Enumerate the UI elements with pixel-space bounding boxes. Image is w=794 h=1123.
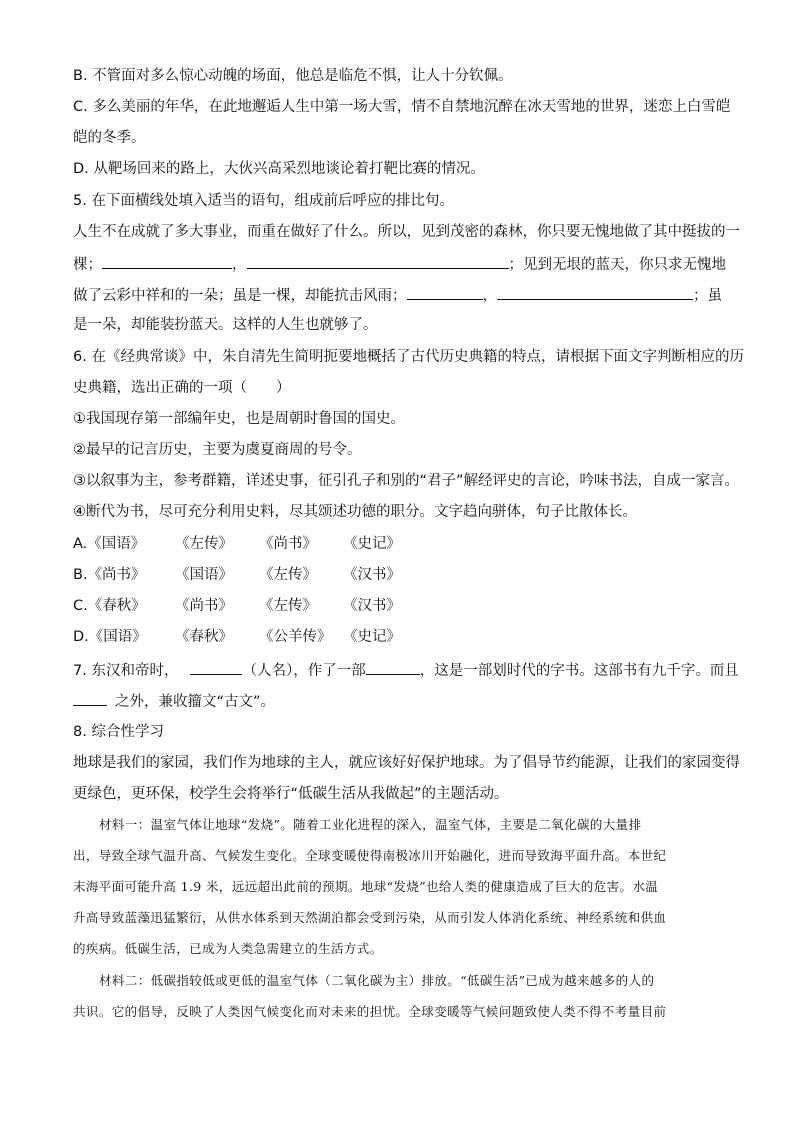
q7-blank-person[interactable] [190, 659, 242, 675]
q6-item-2: ②最早的记言历史，主要为虞夏商周的号令。 [73, 442, 362, 458]
option-book: 《左传》 [259, 567, 317, 583]
q7-text-a: 7. 东汉和帝时， [73, 663, 179, 679]
q6-item-1: ①我国现存第一部编年史，也是周朝时鲁国的国史。 [73, 411, 405, 427]
q8-intro-line2: 更绿色，更环保，校学生会将举行“低碳生活从我做起”的主题活动。 [73, 786, 509, 802]
q6-item-4: ④断代为书，尽可充分利用史料，尽其颂述功德的职分。文字趋向骈体，句子比散体长。 [73, 504, 637, 520]
q5-line2-end: ；见到无垠的蓝天，你只求无愧地 [508, 257, 726, 273]
option-book: 《左传》 [259, 598, 317, 614]
q4-option-c-line1: C. 多么美丽的年华，在此地邂逅人生中第一场大雪，情不自禁地沉醉在冰天雪地的世界，迷恋上白雪皑 [73, 99, 731, 115]
q7-blank-3[interactable] [73, 690, 107, 706]
option-book: 《国语》 [88, 629, 147, 645]
q6-option-c[interactable] [73, 596, 401, 616]
q5-blank-1[interactable] [102, 253, 232, 269]
material-1-line3: 末海平面可能升高 1.9 米，远远超出此前的预期。地球“发烧”也给人类的健康造成了巨大的危害。水温 [73, 879, 659, 894]
q5-blank-2[interactable] [247, 253, 509, 269]
q7-text-d: 之外，兼收籀文“古文”。 [115, 694, 276, 710]
option-book: 《国语》 [175, 567, 233, 583]
q5-blank-4[interactable] [497, 284, 693, 300]
q4-option-d: D. 从靶场回来的路上，大伙兴高采烈地谈论着打靶比赛的情况。 [73, 161, 485, 177]
q5-line3-end: ；虽 [693, 288, 722, 304]
option-label: B. [73, 567, 88, 583]
q7-blank-book[interactable] [366, 659, 420, 675]
material-2-line2: 共识。它的倡导，反映了人类因气候变化而对未来的担忧。全球变暖等气候问题致使人类不得不考量目前 [73, 1004, 667, 1019]
q5-line2 [73, 253, 726, 275]
q4-option-c-line2: 皑的冬季。 [73, 130, 146, 146]
material-1-line2: 出，导致全球气温升高、气候发生变化。全球变暖使得南极冰川开始融化，进而导致海平面升高。本世纪 [73, 848, 667, 863]
material-2-line1: 材料二：低碳指较低或更低的温室气体（二氧化碳为主）排放。“低碳生活”已成为越来越多的人的 [99, 973, 655, 988]
material-1-line5: 的疾病。低碳生活，已成为人类急需建立的生活方式。 [73, 941, 383, 956]
option-book: 《尚书》 [175, 598, 233, 614]
q5-line3 [73, 284, 722, 306]
q6-stem-line2: 史典籍，选出正确的一项（ ） [73, 380, 291, 396]
q6-option-b[interactable] [73, 565, 401, 585]
q7-line1 [73, 659, 739, 681]
q5-blank-3[interactable] [407, 284, 483, 300]
option-book: 《春秋》 [87, 598, 146, 614]
material-1-line1: 材料一：温室气体让地球“发烧”。随着工业化进程的深入，温室气体，主要是二氧化碳的大量排 [99, 817, 642, 832]
option-book: 《左传》 [175, 536, 233, 552]
material-1-line4: 升高导致蓝藻迅猛繁衍，从供水体系到天然湖泊都会受到污染，从而引发人体消化系统、神经系统和供血 [73, 910, 667, 925]
q5-line3-comma: ， [482, 288, 497, 304]
q7-line2 [73, 690, 275, 712]
option-book: 《公羊传》 [259, 629, 332, 645]
q5-stem: 5. 在下面横线处填入适当的语句，组成前后呼应的排比句。 [73, 193, 454, 209]
q5-line4: 是一朵，却能装扮蓝天。这样的人生也就够了。 [73, 317, 378, 333]
q6-option-a[interactable] [73, 534, 401, 554]
option-label: C. [73, 598, 88, 614]
option-book: 《国语》 [87, 536, 146, 552]
option-book: 《史记》 [343, 629, 401, 645]
option-book: 《尚书》 [87, 567, 146, 583]
option-label: A. [73, 536, 88, 552]
q8-stem: 8. 综合性学习 [73, 724, 164, 740]
q5-line2-start: 棵； [73, 257, 102, 273]
q7-text-c: ，这是一部划时代的字书。这部书有九千字。而且 [419, 663, 739, 679]
option-book: 《春秋》 [175, 629, 233, 645]
q5-line1: 人生不在成就了多大事业，而重在做好了什么。所以，见到茂密的森林，你只要无愧地做了其中挺拔的一 [73, 224, 740, 240]
q4-option-b: B. 不管面对多么惊心动魄的场面，他总是临危不惧，让人十分钦佩。 [73, 68, 513, 84]
option-book: 《汉书》 [343, 598, 401, 614]
option-label: D. [73, 629, 89, 645]
option-book: 《尚书》 [259, 536, 317, 552]
q8-intro-line1: 地球是我们的家园，我们作为地球的主人，就应该好好保护地球。为了倡导节约能源，让我们的家园变得 [73, 755, 740, 771]
q5-line3-start: 做了云彩中祥和的一朵；虽是一棵，却能抗击风雨； [73, 288, 407, 304]
option-book: 《汉书》 [343, 567, 401, 583]
q7-text-b: （人名），作了一部 [242, 663, 366, 679]
q6-stem-line1: 6. 在《经典常谈》中，朱自清先生简明扼要地概括了古代历史典籍的特点，请根据下面文字判断相应的历 [73, 349, 744, 365]
q6-item-3: ③以叙事为主，参考群籍，详述史事，征引孔子和别的“君子”解经评史的言论，吟味书法，自成一家言。 [73, 473, 740, 489]
q6-option-d[interactable] [73, 627, 401, 647]
q5-line2-comma: ， [232, 257, 247, 273]
option-book: 《史记》 [343, 536, 401, 552]
